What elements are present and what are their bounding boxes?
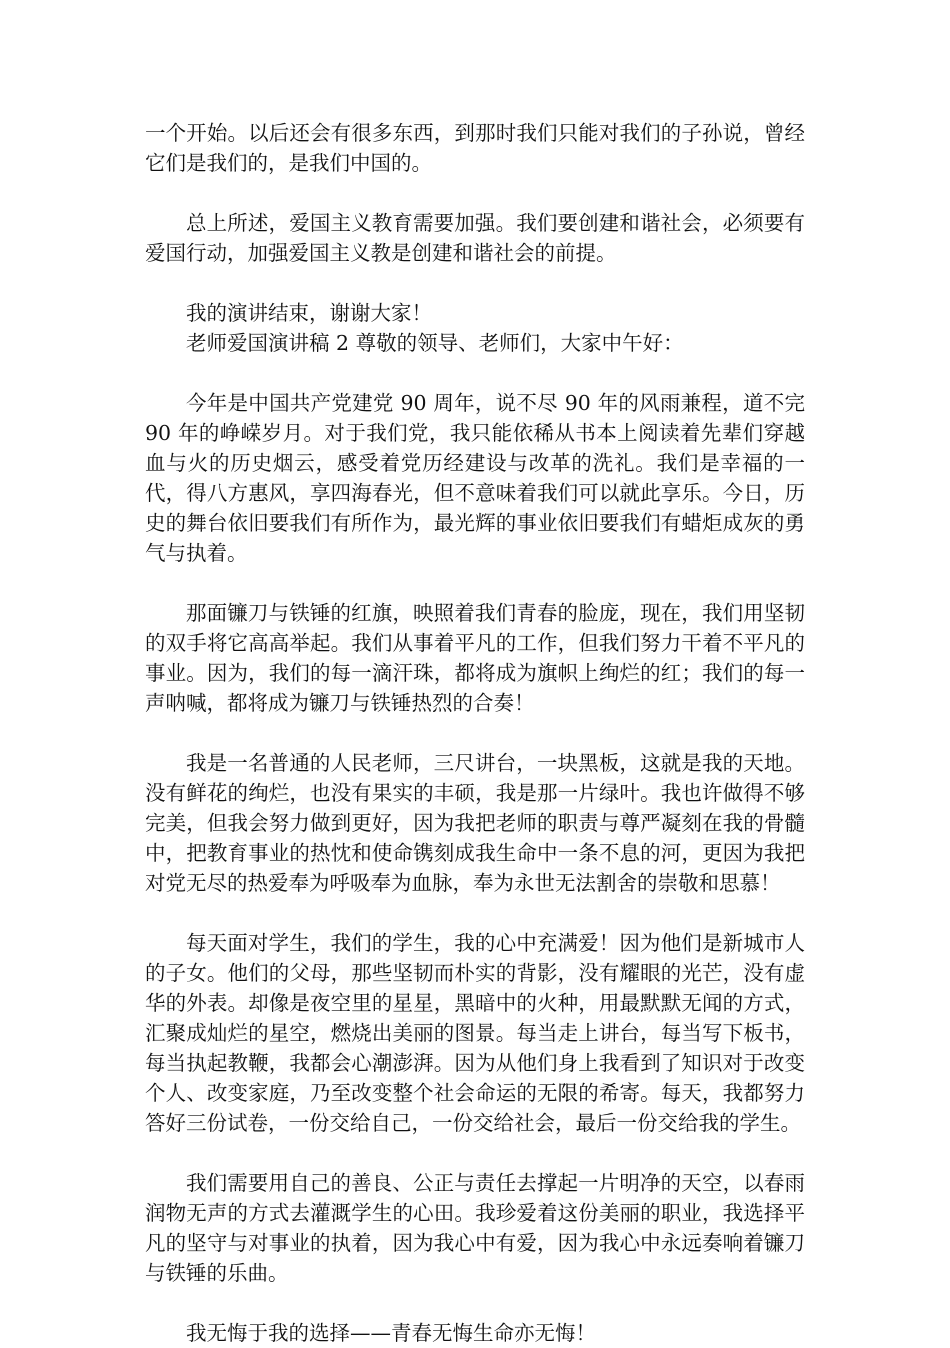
document-body [145, 118, 805, 1348]
paragraph-9: 我们需要用自己的善良、公正与责任去撑起一片明净的天空，以春雨润物无声的方式去灌溉学生的心田。我珍爱着这份美丽的职业，我选择平凡的坚守与对事业的执着，因为我心中有爱，因为我心中永远奏响着镰刀与铁锤的乐曲。 [145, 1171, 805, 1285]
paragraph-7: 我是一名普通的人民老师，三尺讲台，一块黑板，这就是我的天地。没有鲜花的绚烂，也没有果实的丰硕，我是那一片绿叶。我也许做得不够完美，但我会努力做到更好，因为我把老师的职责与尊严凝刻在我的骨髓中，把教育事业的热忱和使命镌刻成我生命中一条不息的河，更因为我把对党无尽的热爱奉为呼吸奉为血脉，奉为永世无法割舍的崇敬和思慕！ [145, 751, 805, 895]
paragraph-8: 每天面对学生，我们的学生，我的心中充满爱！因为他们是新城市人的子女。他们的父母，那些坚韧而朴实的背影，没有耀眼的光芒，没有虚华的外表。却像是夜空里的星星，黑暗中的火种，用最默默无闻的方式，汇聚成灿烂的星空，燃烧出美丽的图景。每当走上讲台，每当写下板书，每当执起教鞭，我都会心潮澎湃。因为从他们身上我看到了知识对于改变个人、改变家庭，乃至改变整个社会命运的无限的希寄。每天，我都努力答好三份试卷，一份交给自己，一份交给社会，最后一份交给我的学生。 [145, 931, 805, 1135]
paragraph-5: 今年是中国共产党建党 90 周年，说不尽 90 年的风雨兼程，道不完 90 年的峥嵘岁月。对于我们党，我只能依稀从书本上阅读着先辈们穿越血与火的历史烟云，感受着党历经建设与改革的洗礼。我们是幸福的一代，得八方惠风，享四海春光，但不意味着我们可以就此享乐。今日，历史的舞台依旧要我们有所作为，最光辉的事业依旧要我们有蜡炬成灰的勇气与执着。 [145, 391, 805, 565]
paragraph-3: 我的演讲结束，谢谢大家！ [186, 301, 432, 325]
paragraph-4: 老师爱国演讲稿 2 尊敬的领导、老师们，大家中午好： [186, 331, 684, 355]
paragraph-6: 那面镰刀与铁锤的红旗，映照着我们青春的脸庞，现在，我们用坚韧的双手将它高高举起。我们从事着平凡的工作，但我们努力干着不平凡的事业。因为，我们的每一滴汗珠，都将成为旗帜上绚烂的红；我们的每一声呐喊，都将成为镰刀与铁锤热烈的合奏！ [145, 601, 805, 715]
paragraph-2: 总上所述，爱国主义教育需要加强。我们要创建和谐社会，必须要有爱国行动，加强爱国主义教是创建和谐社会的前提。 [145, 211, 805, 265]
paragraph-1: 一个开始。以后还会有很多东西，到那时我们只能对我们的子孙说，曾经它们是我们的，是我们中国的。 [145, 121, 805, 175]
paragraph-10: 我无悔于我的选择——青春无悔生命亦无悔！ [186, 1321, 596, 1345]
